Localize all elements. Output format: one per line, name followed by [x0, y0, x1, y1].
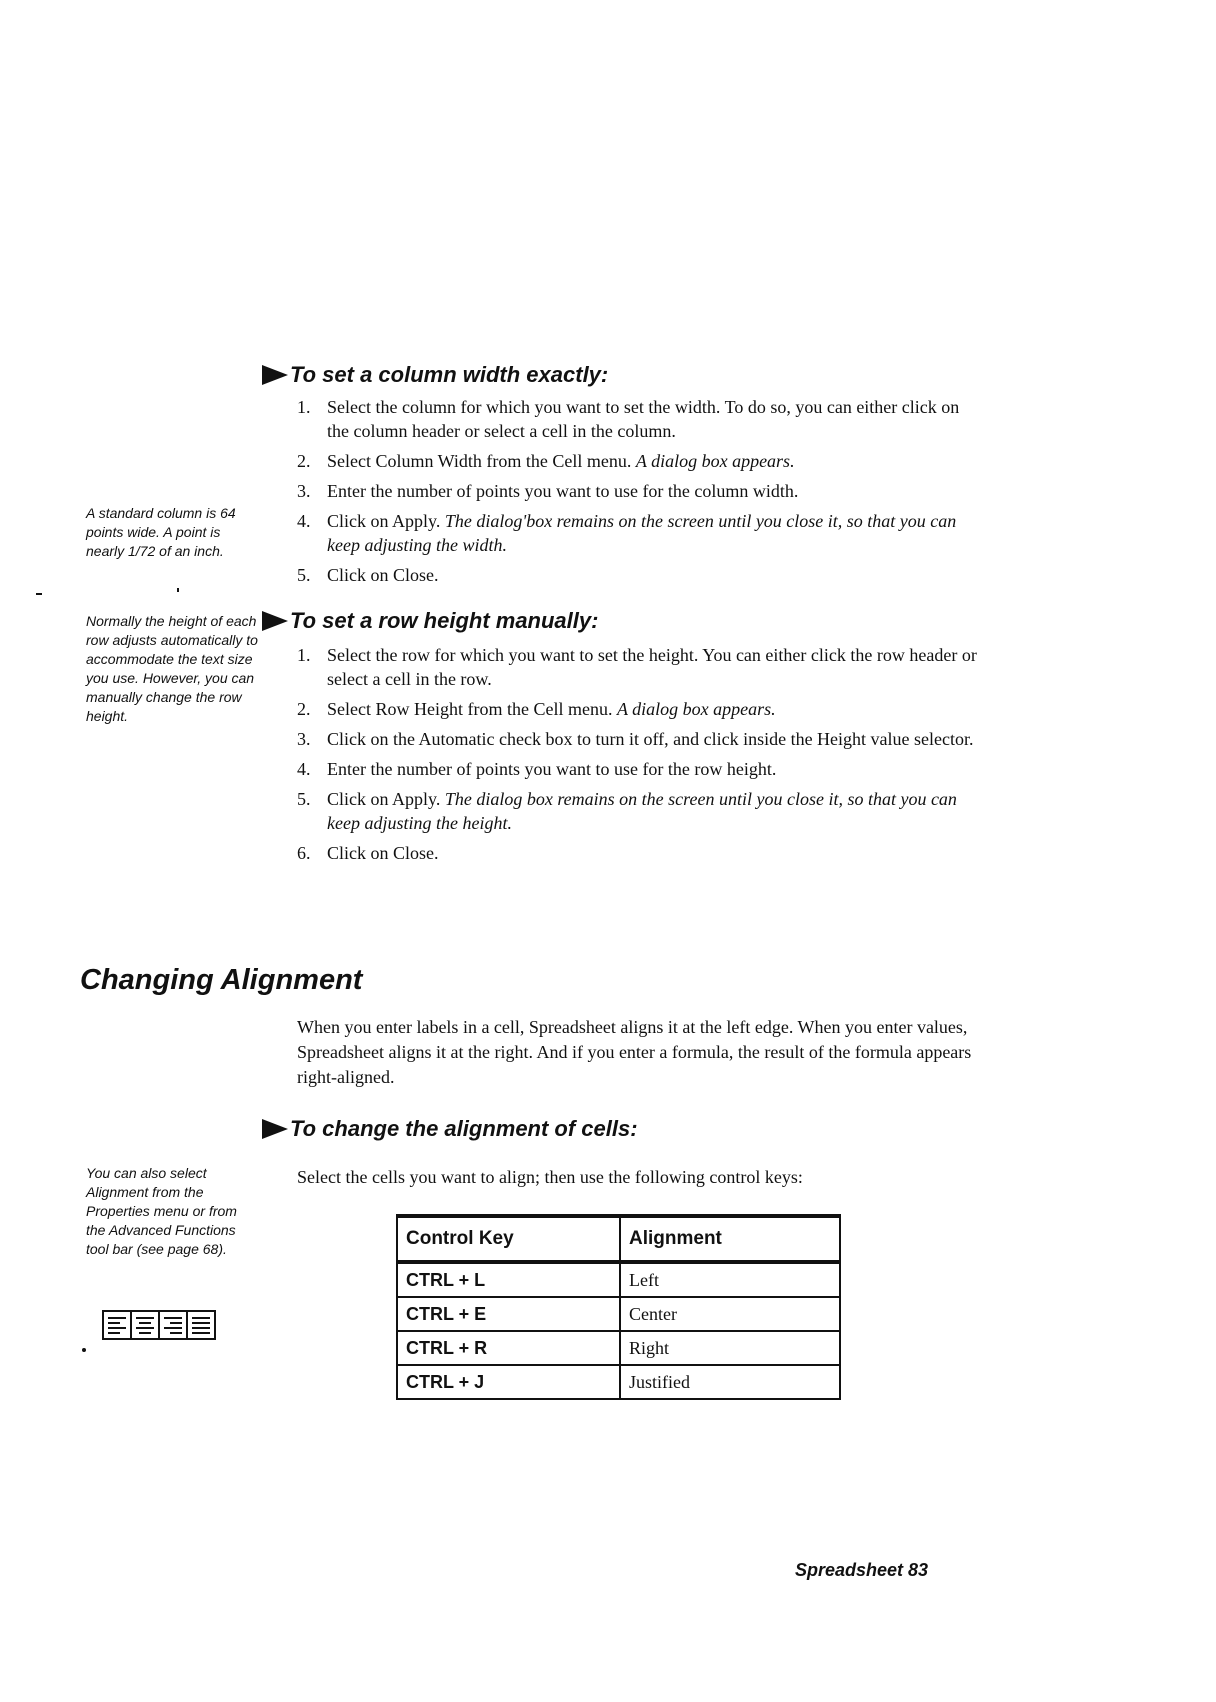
- row-height-heading: [262, 608, 598, 634]
- stray-mark: [36, 593, 42, 595]
- alignment-instruction: Select the cells you want to align; then use the following control keys:: [297, 1167, 803, 1187]
- table-header: Alignment: [620, 1216, 840, 1262]
- control-key-cell: CTRL + R: [397, 1331, 620, 1365]
- step-number: 2.: [297, 699, 311, 719]
- column-width-margin-note: A standard column is 64 points wide. A point is nearly 1/72 of an inch.: [86, 505, 236, 559]
- align-right-icon: [160, 1312, 188, 1338]
- align-center-icon: [132, 1312, 160, 1338]
- step-text: Click on Apply.: [327, 789, 441, 809]
- alignment-margin-note: You can also select Alignment from the Properties menu or from the Advanced Functions tool bar (see page 68).: [86, 1165, 237, 1257]
- step-number: 2.: [297, 451, 311, 471]
- step-item: [297, 509, 977, 557]
- alignment-cell: Justified: [620, 1365, 840, 1399]
- step-text: Select Column Width from the Cell menu.: [327, 451, 632, 471]
- section-title: Changing Alignment: [80, 964, 363, 996]
- arrow-bullet-icon: [262, 365, 288, 385]
- row-height-heading-text: To set a row height manually:: [290, 608, 599, 633]
- column-width-heading-text: To set a column width exactly:: [290, 362, 609, 387]
- table-row: [397, 1365, 840, 1399]
- step-item: [297, 563, 977, 587]
- control-keys-table: [396, 1214, 841, 1400]
- column-width-steps: [297, 395, 977, 593]
- step-number: 6.: [297, 843, 311, 863]
- step-note: The dialog box remains on the screen until you close it, so that you can keep adjusting the height.: [327, 789, 957, 833]
- alignment-heading: [262, 1116, 638, 1142]
- step-number: 4.: [297, 759, 311, 779]
- step-text: Click on Close.: [327, 843, 439, 863]
- step-item: [297, 479, 977, 503]
- step-item: [297, 643, 977, 691]
- step-number: 5.: [297, 789, 311, 809]
- step-number: 1.: [297, 645, 311, 665]
- table-header-row: [397, 1216, 840, 1262]
- table-row: [397, 1331, 840, 1365]
- control-key-cell: CTRL + E: [397, 1297, 620, 1331]
- column-width-heading: [262, 362, 608, 388]
- stray-mark: [82, 1348, 86, 1352]
- step-number: 5.: [297, 565, 311, 585]
- step-note: A dialog box appears.: [616, 699, 776, 719]
- align-justify-icon: [188, 1312, 214, 1338]
- step-text: Enter the number of points you want to use for the column width.: [327, 481, 799, 501]
- align-left-icon: [104, 1312, 132, 1338]
- control-key-cell: CTRL + L: [397, 1262, 620, 1297]
- step-item: [297, 727, 977, 751]
- step-text: Enter the number of points you want to use for the row height.: [327, 759, 777, 779]
- step-number: 3.: [297, 729, 311, 749]
- step-text: Select the column for which you want to set the width. To do so, you can either click on the column header or select a cell in the column.: [327, 397, 960, 441]
- stray-mark: [177, 588, 179, 592]
- step-item: [297, 841, 977, 865]
- step-text: Select Row Height from the Cell menu.: [327, 699, 613, 719]
- alignment-toolbar: [102, 1310, 216, 1340]
- step-number: 1.: [297, 397, 311, 417]
- table-header: Control Key: [397, 1216, 620, 1262]
- table-row: [397, 1297, 840, 1331]
- control-key-cell: CTRL + J: [397, 1365, 620, 1399]
- step-text: Select the row for which you want to set the height. You can either click the row header or select a cell in the row.: [327, 645, 977, 689]
- step-text: Click on Close.: [327, 565, 439, 585]
- page-footer: Spreadsheet 83: [795, 1560, 929, 1580]
- step-text: Click on the Automatic check box to turn it off, and click inside the Height value selector.: [327, 729, 974, 749]
- arrow-bullet-icon: [262, 1119, 288, 1139]
- step-text: Click on Apply.: [327, 511, 441, 531]
- step-note: A dialog box appears.: [635, 451, 795, 471]
- alignment-cell: Right: [620, 1331, 840, 1365]
- alignment-cell: Center: [620, 1297, 840, 1331]
- step-number: 3.: [297, 481, 311, 501]
- step-item: [297, 697, 977, 721]
- step-note: The dialog'box remains on the screen until you close it, so that you can keep adjusting the width.: [327, 511, 957, 555]
- row-height-margin-note: Normally the height of each row adjusts automatically to accommodate the text size you use. However, you can manually change the row height.: [86, 613, 258, 724]
- step-item: [297, 449, 977, 473]
- row-height-steps: [297, 643, 977, 871]
- step-number: 4.: [297, 511, 311, 531]
- step-item: [297, 787, 977, 835]
- table-row: [397, 1262, 840, 1297]
- step-item: [297, 395, 977, 443]
- step-item: [297, 757, 977, 781]
- alignment-heading-text: To change the alignment of cells:: [290, 1116, 638, 1141]
- alignment-cell: Left: [620, 1262, 840, 1297]
- alignment-intro: When you enter labels in a cell, Spreadsheet aligns it at the left edge. When you enter values, Spreadsheet aligns it at the right. And if you enter a formula, the result of the formula appears right-aligned.: [297, 1017, 972, 1087]
